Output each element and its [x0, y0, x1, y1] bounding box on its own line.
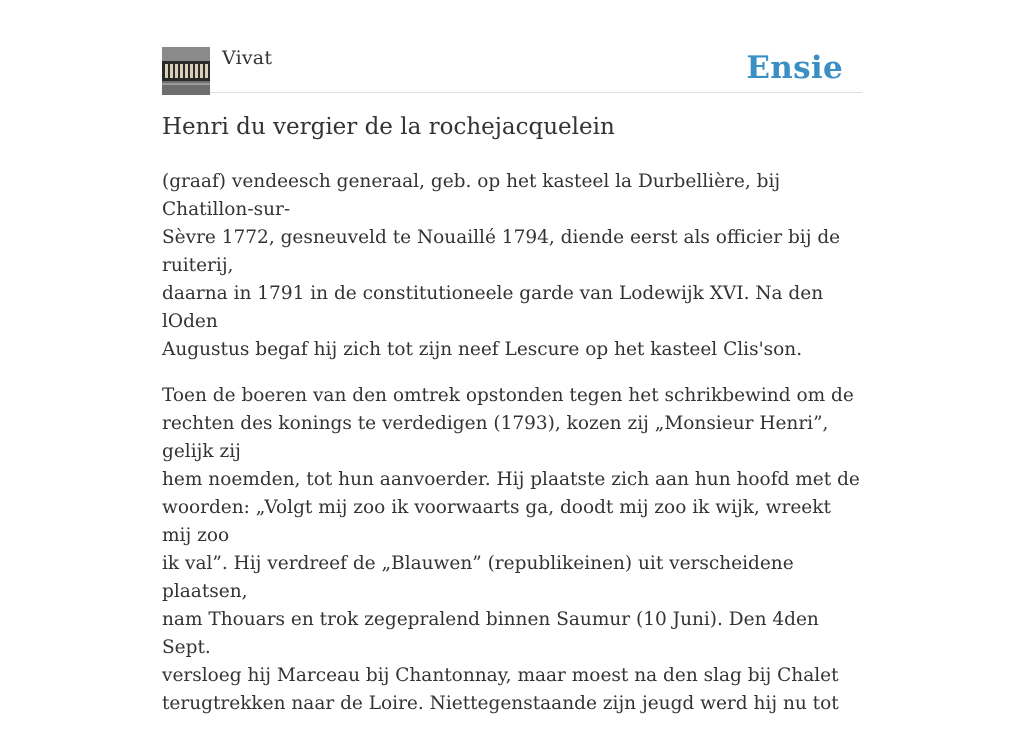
text-line: (graaf) vendeesch generaal, geb. op het kasteel la Durbellière, bij Chatillon-sur-	[162, 171, 781, 220]
paragraph	[162, 168, 862, 364]
text-line: nam Thouars en trok zegepralend binnen Saumur (10 Juni). Den 4den Sept.	[162, 609, 819, 658]
paragraph	[162, 382, 862, 718]
text-line: Sèvre 1772, gesneuveld te Nouaillé 1794, diende eerst als officier bij de ruiterij,	[162, 227, 841, 276]
article-title: Henri du vergier de la rochejacquelein	[162, 114, 615, 140]
avatar-image	[162, 47, 210, 95]
text-line: Toen de boeren van den omtrek opstonden tegen het schrikbewind om de	[162, 385, 854, 406]
text-line: versloeg hij Marceau bij Chantonnay, maar moest na den slag bij Chalet	[162, 665, 839, 686]
text-line: Augustus begaf hij zich tot zijn neef Lescure op het kasteel Clis'son.	[162, 339, 803, 360]
article-body	[162, 168, 862, 736]
brand-logo[interactable]: Ensie	[746, 50, 843, 86]
author-avatar[interactable]	[162, 47, 210, 95]
text-line: terugtrekken naar de Loire. Niettegenstaande zijn jeugd werd hij nu tot	[162, 693, 839, 714]
text-line: woorden: „Volgt mij zoo ik voorwaarts ga, doodt mij zoo ik wijk, wreekt mij zoo	[162, 497, 831, 546]
text-line: hem noemden, tot hun aanvoerder. Hij plaatste zich aan hun hoofd met de	[162, 469, 860, 490]
text-line: ik val”. Hij verdreef de „Blauwen” (republikeinen) uit verscheidene plaatsen,	[162, 553, 794, 602]
text-line: daarna in 1791 in de constitutioneele garde van Lodewijk XVI. Na den lOden	[162, 283, 824, 332]
author-name[interactable]: Vivat	[222, 47, 273, 69]
site-header	[162, 46, 862, 93]
text-line: rechten des konings te verdedigen (1793), kozen zij „Monsieur Henri”, gelijk zij	[162, 413, 829, 462]
